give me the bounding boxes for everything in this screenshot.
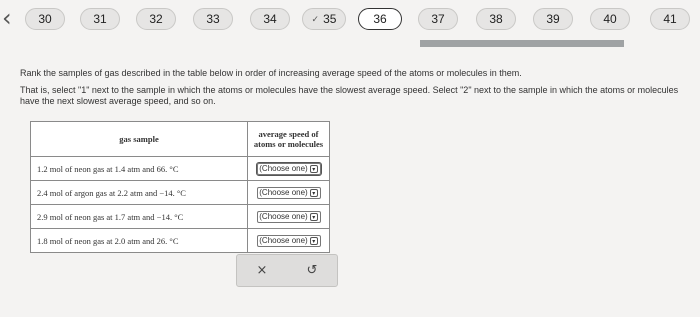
header-gas-sample: gas sample xyxy=(31,122,248,157)
close-icon: × xyxy=(256,263,268,278)
question-button-30[interactable]: 30 xyxy=(25,8,65,30)
gas-sample-cell: 1.8 mol of neon gas at 2.0 atm and 26. °C xyxy=(31,229,248,253)
chevron-down-icon: ▾ xyxy=(310,165,318,173)
question-button-35[interactable]: ✓ 35 xyxy=(302,8,346,30)
undo-icon: ↺ xyxy=(306,263,318,278)
header-average-speed: average speed of atoms or molecules xyxy=(248,122,330,157)
clear-button[interactable] xyxy=(237,255,287,286)
question-button-36[interactable]: 36 xyxy=(358,8,402,30)
question-button-38[interactable]: 38 xyxy=(476,8,516,30)
rank-select[interactable]: (Choose one) ▾ xyxy=(257,211,321,223)
question-instructions xyxy=(20,68,680,113)
gas-sample-table xyxy=(30,121,330,253)
undo-button[interactable] xyxy=(287,255,337,286)
gas-sample-cell: 2.9 mol of neon gas at 1.7 atm and −14. °C xyxy=(31,205,248,229)
gas-sample-cell: 1.2 mol of neon gas at 1.4 atm and 66. °C xyxy=(31,157,248,181)
instruction-line-1: Rank the samples of gas described in the table below in order of increasing average speed of the atoms or molecules in them. xyxy=(20,68,522,78)
current-question-indicator xyxy=(420,40,624,47)
table-row xyxy=(31,229,330,253)
table-header-row xyxy=(31,122,330,157)
chevron-down-icon: ▾ xyxy=(310,237,318,245)
table-row xyxy=(31,205,330,229)
rank-select[interactable]: (Choose one) ▾ xyxy=(257,187,321,199)
question-button-33[interactable]: 33 xyxy=(193,8,233,30)
answer-actions xyxy=(236,254,338,287)
rank-select[interactable]: (Choose one) ▾ xyxy=(257,163,321,175)
question-button-37[interactable]: 37 xyxy=(418,8,458,30)
chevron-down-icon: ▾ xyxy=(310,189,318,197)
chevron-down-icon: ▾ xyxy=(310,213,318,221)
question-button-40[interactable]: 40 xyxy=(590,8,630,30)
table-row xyxy=(31,181,330,205)
rank-select[interactable]: (Choose one) ▾ xyxy=(257,235,321,247)
answered-check-icon: ✓ xyxy=(311,13,320,24)
question-button-31[interactable]: 31 xyxy=(80,8,120,30)
question-button-41[interactable]: 41 xyxy=(650,8,690,30)
back-chevron-icon[interactable]: ‹ xyxy=(2,4,12,32)
question-navigation xyxy=(0,0,700,40)
table-row xyxy=(31,157,330,181)
question-button-39[interactable]: 39 xyxy=(533,8,573,30)
instruction-line-2: That is, select "1" next to the sample in which the atoms or molecules have the slowest average speed. Select "2" next to the sample in which the atoms or molecules have the next slowest average speed, and so on. xyxy=(20,85,679,106)
question-button-34[interactable]: 34 xyxy=(250,8,290,30)
gas-sample-cell: 2.4 mol of argon gas at 2.2 atm and −14. °C xyxy=(31,181,248,205)
question-button-32[interactable]: 32 xyxy=(136,8,176,30)
